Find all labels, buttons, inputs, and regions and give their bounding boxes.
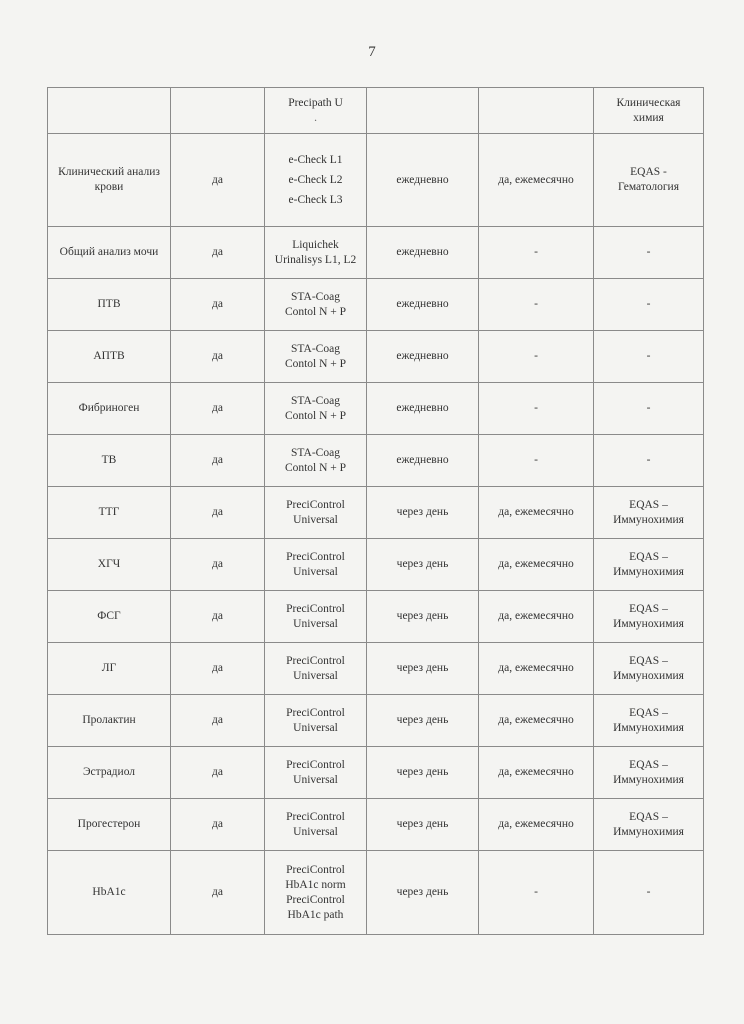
- program-cell: -: [594, 383, 704, 435]
- control-material-line: Universal: [293, 617, 338, 630]
- analysis-name-cell: ТТГ: [48, 487, 171, 539]
- control-material-line: Universal: [293, 825, 338, 838]
- analysis-name-cell: ФСГ: [48, 591, 171, 643]
- table-row: [48, 799, 704, 851]
- control-material-line: Contol N + P: [284, 409, 347, 422]
- external-control-cell: да, ежемесячно: [479, 134, 594, 227]
- control-cell: да: [171, 747, 265, 799]
- program-cell: [594, 487, 704, 539]
- external-control-cell: [479, 88, 594, 134]
- external-control-cell: да, ежемесячно: [479, 591, 594, 643]
- control-cell: да: [171, 383, 265, 435]
- control-material-cell: [265, 279, 367, 331]
- table-row: [48, 851, 704, 935]
- program-line: EQAS –: [629, 498, 668, 511]
- program-line: Иммунохимия: [613, 721, 684, 734]
- external-control-cell: да, ежемесячно: [479, 539, 594, 591]
- control-material-cell: [265, 435, 367, 487]
- control-material-cell: [265, 695, 367, 747]
- external-control-cell: -: [479, 279, 594, 331]
- program-line: EQAS -: [630, 166, 667, 178]
- analysis-name-cell: Общий анализ мочи: [48, 227, 171, 279]
- control-material-line: Universal: [293, 513, 338, 526]
- program-line: Иммунохимия: [613, 565, 684, 578]
- analysis-name-cell: Клинический анализ крови: [48, 134, 171, 227]
- control-cell: да: [171, 539, 265, 591]
- table-row: [48, 487, 704, 539]
- analysis-name-cell: [48, 88, 171, 134]
- control-cell: да: [171, 799, 265, 851]
- frequency-cell: через день: [367, 799, 479, 851]
- frequency-cell: ежедневно: [367, 383, 479, 435]
- control-material-line: PreciControl: [286, 863, 345, 876]
- frequency-cell: ежедневно: [367, 331, 479, 383]
- analysis-name-cell: ПТВ: [48, 279, 171, 331]
- control-cell: да: [171, 643, 265, 695]
- analysis-name-cell: Фибриноген: [48, 383, 171, 435]
- table-row: [48, 643, 704, 695]
- control-material-line: HbA1c norm: [285, 878, 346, 891]
- control-material-line: Contol N + P: [284, 357, 347, 370]
- page-number: 7: [368, 44, 376, 60]
- external-control-cell: -: [479, 435, 594, 487]
- control-material-line: PreciControl: [286, 602, 345, 615]
- analysis-name-cell: ТВ: [48, 435, 171, 487]
- control-material-line: PreciControl: [286, 706, 345, 719]
- control-material-cell: [265, 383, 367, 435]
- program-line: Иммунохимия: [613, 513, 684, 526]
- control-material-line: Urinalisys L1, L2: [274, 253, 357, 266]
- control-cell: да: [171, 851, 265, 935]
- external-control-cell: -: [479, 851, 594, 935]
- table-row: [48, 695, 704, 747]
- control-cell: да: [171, 134, 265, 227]
- analysis-name-cell: ХГЧ: [48, 539, 171, 591]
- program-line: Клиническая: [616, 96, 681, 109]
- program-line: EQAS –: [629, 550, 668, 563]
- quality-control-table: [47, 87, 704, 935]
- program-cell: [594, 695, 704, 747]
- control-cell: [171, 88, 265, 134]
- control-material-cell: [265, 799, 367, 851]
- control-cell: да: [171, 435, 265, 487]
- control-material-line: e-Check L3: [288, 193, 343, 206]
- frequency-cell: через день: [367, 747, 479, 799]
- control-material-line: Universal: [293, 669, 338, 682]
- table-row: [48, 383, 704, 435]
- analysis-name-cell: Пролактин: [48, 695, 171, 747]
- program-line: Иммунохимия: [613, 825, 684, 838]
- program-line: Иммунохимия: [613, 669, 684, 682]
- program-cell: -: [594, 227, 704, 279]
- control-cell: да: [171, 591, 265, 643]
- control-material-cell: [265, 643, 367, 695]
- control-material-cell: [265, 487, 367, 539]
- program-line: Иммунохимия: [613, 617, 684, 630]
- control-material-line: PreciControl: [286, 498, 345, 511]
- control-cell: да: [171, 695, 265, 747]
- control-material-line: Liquichek: [292, 238, 339, 251]
- analysis-name-cell: АПТВ: [48, 331, 171, 383]
- frequency-cell: через день: [367, 851, 479, 935]
- program-cell: [594, 134, 704, 227]
- table-row: [48, 331, 704, 383]
- frequency-cell: через день: [367, 591, 479, 643]
- table-row: [48, 227, 704, 279]
- control-material-line: Precipath U: [288, 96, 343, 109]
- table-row: [48, 279, 704, 331]
- control-material-cell: [265, 134, 367, 227]
- control-cell: да: [171, 487, 265, 539]
- control-cell: да: [171, 227, 265, 279]
- control-material-line: e-Check L1: [288, 153, 343, 166]
- program-cell: -: [594, 851, 704, 935]
- control-material-line: PreciControl: [286, 654, 345, 667]
- table-row: [48, 134, 704, 227]
- frequency-cell: через день: [367, 643, 479, 695]
- program-cell: -: [594, 279, 704, 331]
- frequency-cell: ежедневно: [367, 227, 479, 279]
- table-row: [48, 88, 704, 134]
- program-line: Иммунохимия: [613, 773, 684, 786]
- control-material-line: STA-Coag: [291, 446, 340, 459]
- program-cell: [594, 643, 704, 695]
- control-material-cell: [265, 747, 367, 799]
- program-line: EQAS –: [629, 706, 668, 719]
- program-line: EQAS –: [629, 810, 668, 823]
- program-line: химия: [633, 111, 664, 124]
- frequency-cell: ежедневно: [367, 134, 479, 227]
- frequency-cell: ежедневно: [367, 279, 479, 331]
- external-control-cell: да, ежемесячно: [479, 487, 594, 539]
- external-control-cell: да, ежемесячно: [479, 799, 594, 851]
- control-cell: да: [171, 279, 265, 331]
- external-control-cell: да, ежемесячно: [479, 643, 594, 695]
- external-control-cell: да, ежемесячно: [479, 747, 594, 799]
- control-material-line: HbA1c path: [287, 908, 344, 921]
- control-material-line: PreciControl: [286, 810, 345, 823]
- analysis-name-cell: ЛГ: [48, 643, 171, 695]
- program-cell: [594, 539, 704, 591]
- frequency-cell: через день: [367, 539, 479, 591]
- frequency-cell: [367, 88, 479, 134]
- table-row: [48, 435, 704, 487]
- program-line: Гематология: [617, 181, 679, 193]
- scan-mark: .: [314, 111, 317, 124]
- control-material-line: PreciControl: [286, 893, 345, 906]
- control-material-line: Universal: [293, 565, 338, 578]
- analysis-name-cell: HbA1c: [48, 851, 171, 935]
- control-material-line: e-Check L2: [288, 173, 343, 186]
- program-cell: [594, 591, 704, 643]
- program-cell: -: [594, 331, 704, 383]
- control-material-line: Universal: [293, 773, 338, 786]
- frequency-cell: через день: [367, 695, 479, 747]
- program-line: EQAS –: [629, 654, 668, 667]
- program-cell: [594, 747, 704, 799]
- control-material-line: Contol N + P: [284, 461, 347, 474]
- external-control-cell: -: [479, 227, 594, 279]
- control-material-cell: [265, 88, 367, 134]
- control-cell: да: [171, 331, 265, 383]
- table-row: [48, 747, 704, 799]
- program-line: EQAS –: [629, 602, 668, 615]
- control-material-line: Contol N + P: [284, 305, 347, 318]
- analysis-name-cell: Прогестерон: [48, 799, 171, 851]
- frequency-cell: через день: [367, 487, 479, 539]
- frequency-cell: ежедневно: [367, 435, 479, 487]
- control-material-line: PreciControl: [286, 550, 345, 563]
- table-row: [48, 591, 704, 643]
- control-material-line: STA-Coag: [291, 290, 340, 303]
- program-cell: -: [594, 435, 704, 487]
- control-material-cell: [265, 591, 367, 643]
- control-material-line: STA-Coag: [291, 394, 340, 407]
- control-material-line: Universal: [293, 721, 338, 734]
- control-material-line: STA-Coag: [291, 342, 340, 355]
- external-control-cell: -: [479, 331, 594, 383]
- control-material-cell: [265, 331, 367, 383]
- control-material-cell: [265, 851, 367, 935]
- control-material-line: PreciControl: [286, 758, 345, 771]
- table-row: [48, 539, 704, 591]
- external-control-cell: -: [479, 383, 594, 435]
- external-control-cell: да, ежемесячно: [479, 695, 594, 747]
- control-material-cell: [265, 539, 367, 591]
- program-cell: [594, 88, 704, 134]
- program-line: EQAS –: [629, 758, 668, 771]
- analysis-name-cell: Эстрадиол: [48, 747, 171, 799]
- control-material-cell: [265, 227, 367, 279]
- program-cell: [594, 799, 704, 851]
